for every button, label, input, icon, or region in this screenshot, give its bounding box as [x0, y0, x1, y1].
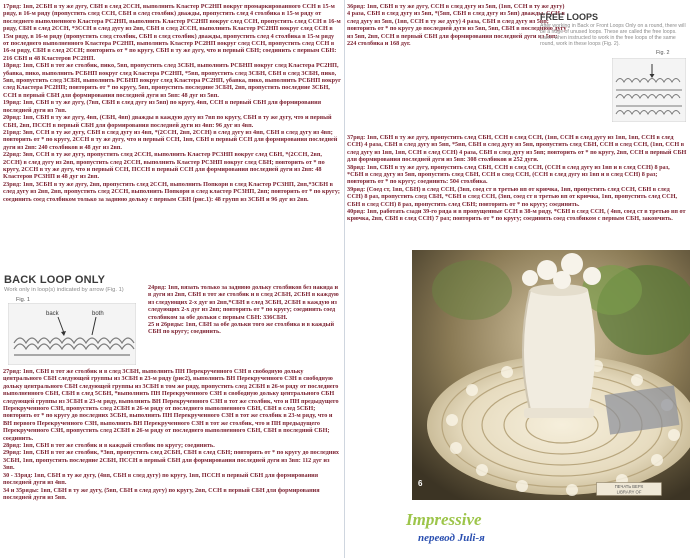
row-28-text: 28ряд: 1вп, СБН в тот же столбик и в каждый столбик по кругу; соединить. — [3, 442, 215, 450]
row-17-text: 17ряд: 1вп, 2СБН в ту же дугу, СБН в след 2ССН, выполнить Кластер РС2НП вокруг промаркированного ССН в 15-м ряду, в 16-м ряду (пропустить след ССН, СБН в след столбик) дважды, пропустить след 4 столбика в 15-м ряду от последнего выполненного Кластера РС2НП, выполнить Кластер РС2НП вокруг след ССН, пропустить след ССН в 16-м ряду, СБН в след 2ССН, *3ССН в след дугу из 2вп, СБН в след 2ССН, выполнить Кластер РС2НП вокруг след ССН в 15м ряду, в 16-м ряду (пропустить след столбик, СБН в след столбик) дважды, пропустить след 4 столбика в 15-м ряду от последнего выполненного Кластера РС2НП, выполнить Кластер РС2НП вокруг след ССН, пропустить след ССН в 16-м ряду, СБН в след 2ССН; повторить от * по кругу, СБН в ту же дугу, что и первый СБН; соединить с первым СБН: 216 СБН и 48 Кластеров РС2НП. — [3, 3, 341, 62]
back-label: back — [46, 311, 59, 317]
both-label: both — [92, 311, 104, 317]
stamp-line-1: ПЕЧАТЬ ВЕРХ — [614, 484, 644, 489]
instructions-left-bottom — [3, 368, 341, 501]
row-37-text: 37ряд: 1вп, СБН в ту же дугу, пропустить след СБН, ССН в след ССН, (1вп, ССН в след дугу из 1вп, 1вп, ССН в след ССН) 4 раза, СБН в след дугу из 5вп, *5вп, СБН в след дугу из 5вп, пропустить след СБН, ССН в след ССН, (1вп, ССН в след дугу из 1вп, 1вп, ССН в след ССН) 4 раза, СБН в след дугу из 5вп; повторить от * по кругу, 2вп, ССН в первый СБН для формирования последней дуги из 5вп: 308 столбиков и 252 дуги. — [347, 134, 687, 164]
free-loops-title: FREE LOOPS — [540, 12, 599, 22]
row-34-35-text: 34 и 35ряды: 1вп, СБН в ту же дугу, (5вп, СБН в след дугу) по кругу, 2вп, ССН в первый СБН для формирования последней дуги из 5вп. — [3, 486, 320, 501]
back-loop-subtitle: Work only in loop(s) indicated by arrow (Fig. 1) — [4, 287, 124, 293]
row-24-text: 24ряд: 1вп, вязать только за заднюю дольку столбиков без накида и в дуги из 2вп, СБН в тот же столбик и в след 2СБН, 2СБН в каждую из следующих 2-х дуг из 2вп,*СБН в след 3СБН, 2СБН в каждую из следующих 2-х дуг из 2вп; повторить от * по кругу; соединить соед столбиком за обе дольки с первым СБН: 336СБН. — [148, 284, 339, 321]
back-loop-diagram — [8, 303, 136, 365]
free-loops-diagram — [612, 58, 686, 122]
free-loops-subtitle: After working in Back or Front Loops Only on a round, there will be a ridge of unused loops. These are called the free loops. Later, when instructed to work in the free loops of the same round, work in these loops (Fig. 2). — [540, 23, 686, 47]
row-27-text: 27ряд: 1вп, СБН в тот же столбик и в след 3СБН, выполнить ПН Перекрученного СЗН в свободную дольку центрального СБН следующей группы из 3СБН в 23-м ряду (рис2), выполнить ВН Перекрученного СЗН в свободную дольку центрального СБН следующей группы из 3СБН в том же ряду, пропустить след 2СБН в 26-м ряду от последнего выполненного СБН, СБН в след 5СБН, *выполнить ПН Перекрученного СЗН в свободную дольку центрального СБН следующей группы из 3СБН в 23-м ряду, выполнить ВН Перекрученного СЗН в тот же столбик, что и ПН предыдущего Перекрученного СЗН, пропустить след 2СБН в 26-м ряду от последнего выполненного СБН, СБН в след 5СБН; повторить от * по кругу до последних 3СБН, выполнить ПН Перекрученного СЗН в тот же столбик в 23-м ряду, что и ВН первого Перекрученного СЗН, выполнить ВН Перекрученного СЗН в тот же столбик, что и ПН предыдущего Перекрученного СЗН, пропустить след 2СБН в 26-м ряду от последнего выполненного СБН, СБН в последний СБН; соединить. — [3, 368, 339, 442]
row-20-text: 20ряд: 1вп, СБН в ту же дугу, 4вп, (СБН, 4вп) дважды в каждую дугу из 7вп по кругу, СБН в ту же дугу, что и первый СБН, 2вп, ПССН в первый СБН для формирования последней дуги из 4вп: 96 дуг из 4вп. — [3, 114, 332, 129]
row-36-text: 36ряд: 1вп, СБН в ту же дугу, ССН в след дугу из 5вп, (1вп, ССН в ту же дугу) 4 раза, СБН в след дугу из 5вп, *(5вп, СБН в след дугу из 5вп) дважды, ССН в след дугу из 5вп, (1вп, ССН в ту же дугу) 4 раза, СБН в след дугу из 5вп; повторить от * по кругу до последней дуги из 5вп, 5вп, СБН в последнюю дугу из 5вп, 2вп, ССН в первый СБН для формирования последней дуги из 5вп: 224 столбика и 168 дуг. — [347, 3, 567, 48]
row-30-33-text: 30 - 33ряд: 1вп, СБН в ту же дугу, (4вп, СБН в след дугу) по кругу, 1вп, ПССН в первый СБН для формирования последней дуги из 4вп. — [3, 471, 319, 487]
row-22-text: 22ряд: 3вп, ССН в ту же дугу, пропустить след 2ССН, выполнить Кластер РС3НП вокруг след СБН, *(2ССН, 2вп, 2ССН) в след дугу из 2вп, пропустить след 2ССН, выполнить Кластер РС3НП вокруг след СБН; повторить от * по кругу, 2ССН в ту же дугу, что и первый ССН, ПССН в первый ССН для формирования последней дуги из 2вп: 48 Кластеров РС3НП и 48 дуг из 2вп. — [3, 151, 325, 181]
back-loop-fig-label: Fig. 1 — [16, 297, 30, 303]
row-21-text: 21ряд: 3вп, ССН в ту же дугу, СБН в след дугу из 4вп, *(2ССН, 2вп, 2ССН) в след дугу из 4вп, СБН в след дугу из 4вп; повторить от * по кругу, 2ССН в ту же дугу, что и первый ССН, 1вп, СБН в первый ССН для формирования последней дуги из 2вп: 240 столбиков и 48 дуг из 2вп. — [3, 128, 338, 151]
doily-title: Impressive — [406, 510, 482, 529]
row-40-text: 40ряд: 1вп, работать сзади 39-го ряда и в пропущенные ССН в 38-м ряду, *СБН в след ССН, ( 4вп, соед ст в третью вп от крючка, 2вп, СБН в след ССН) 7 раз; повторить от * по кругу; соединить соед столбиком с первым СБН, закончить. — [347, 208, 686, 223]
instructions-left-top — [3, 3, 341, 203]
back-loop-title: BACK LOOP ONLY — [4, 274, 106, 286]
stamp-line-2: LIBRARY OF — [616, 489, 642, 495]
instructions-rows-24-26 — [148, 284, 341, 336]
library-stamp — [596, 482, 662, 496]
column-divider — [344, 0, 345, 558]
translator-credit: перевод Juli-я — [418, 532, 485, 544]
row-38-text: 38ряд: 1вп, СБН в ту же дугу, пропустить след СБН, ССН в след ССН, (ССН в след дугу из 1вп и в след ССН) 8 раз, *СБН в след дугу из 5вп, пропустить след СБН, ССН в след ССН, (ССН в след дугу из 1вп и в след ССН) 8 раз; повторить от * по кругу; соединить: 504 столбика. — [347, 163, 670, 186]
row-18-text: 18ряд: 1вп, СБН в тот же столбик, пико, 5вп, пропустить след 3СБН, выполнить РСБНП вокруг след Кластера РС2НП, убавка, пико, выполнить РСБНП вокруг след Кластера РС2НП, *5вп, пропустить след 3СБН, СБН в след 3СБН, пико, 5вп, пропустить след 3СБН, выполнить РСБНП вокруг след Кластера РС2НП, убавка, пико, выполнить РСБНП вокруг след Кластера РС2НП; повторить от * по кругу, 5вп, пропустить последние 3СБН, 2вп, пропустить последние 3СБН, ССН в первый СБН для формирования последней дуги из 5вп: 48 дуг из 5вп. — [3, 62, 341, 99]
photo-page-number: 6 — [418, 479, 423, 488]
instructions-right-mid — [347, 134, 687, 223]
row-39-text: 39ряд: (Соед ст, 1вп, СБН) в след ССН, (3вп, соед ст в третью вп от крючка, 1вп, пропустить след ССН, СБН в след ССН) 8 раз, пропустить след СБН, *СБН в след ССН, (3вп, соед ст в третью вп от крючка, 1вп, пропустить след ССН, СБН в след ССН) 8 раз, пропустить след СБН; повторить от * по кругу; соединить. — [347, 185, 678, 208]
row-25-26-text: 25 и 26ряды: 1вп, СБН за обе дольки того же столбика и в каждый СБН по кругу; соединить. — [148, 321, 335, 336]
free-loops-fig-label: Fig. 2 — [656, 50, 670, 56]
doily-photo — [412, 250, 690, 500]
row-19-text: 19ряд: 1вп, СБН в ту же дугу, (7вп, СБН в след дугу из 5вп) по кругу, 4вп, ССН в первый СБН для формирования последней дуги из 7вп. — [3, 99, 322, 114]
row-23-text: 23ряд: 1вп, 3СБН в ту же дугу, 2вп, пропустить след 2ССН, выполнить Попкорн в след Кластер РС3НП, 2вп,*3СБН в след дугу из 2вп, 2вп, пропустить след 2ССН, выполнить Попкорн в след кластер РС3НП, 2вп; повторить от * по кругу; соединить соед столбиком только за заднюю дольку с первым СБН (рис.1): 48 групп из 3СБН и 96 дуг из 2вп. — [3, 180, 340, 203]
instructions-right-top — [347, 3, 567, 47]
row-29-text: 29ряд: 1вп, СБН в тот же столбик, *3вп, пропустить след 2СБН, СБН в след СБН; повторить от * по кругу до последних 3СБН, 1вп, пропустить последние 2СБН, ПССН в первый СБН для формирования последней дуги из 3вп: 112 дуг из 3вп. — [3, 449, 339, 472]
